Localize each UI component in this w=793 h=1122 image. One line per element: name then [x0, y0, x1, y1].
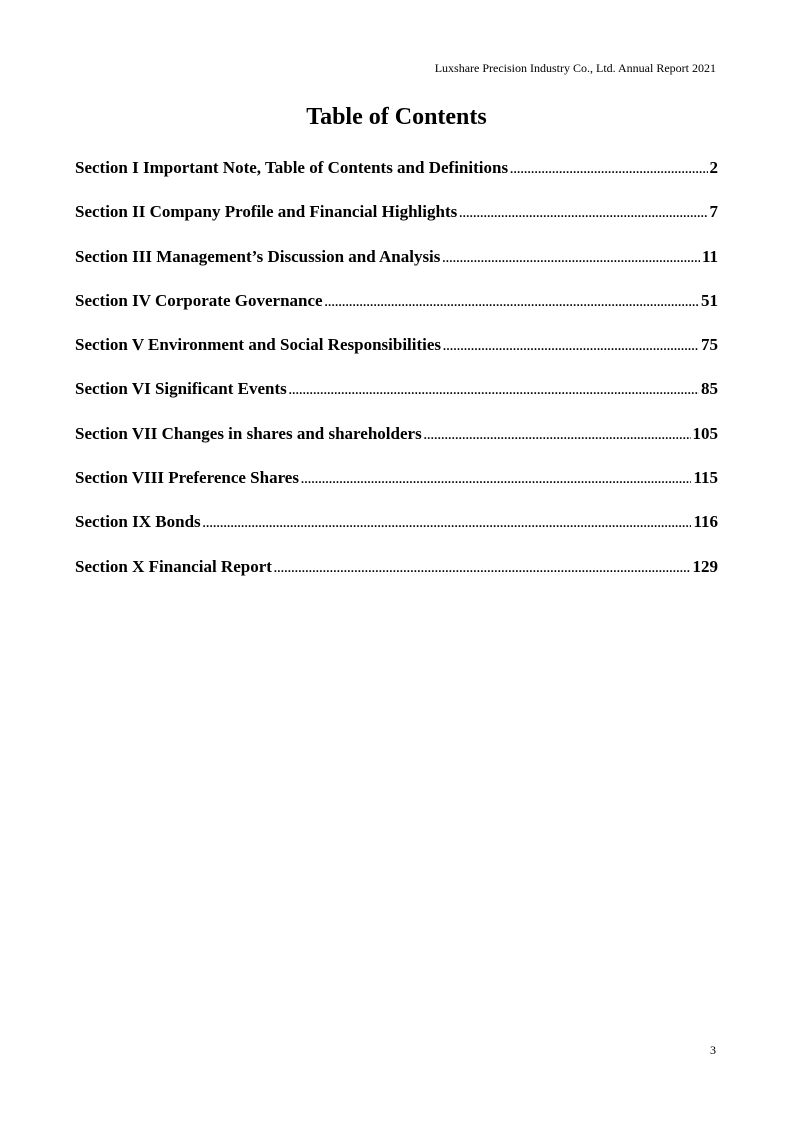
toc-entry-section-9[interactable] [75, 510, 718, 554]
dot-leader [442, 246, 700, 270]
toc-entry-page: 115 [693, 468, 718, 488]
toc-entry-page: 51 [701, 290, 718, 310]
table-of-contents [75, 156, 718, 599]
toc-entry-section-2[interactable] [75, 200, 718, 244]
toc-entry-label: Section IV Corporate Governance [75, 290, 323, 310]
toc-entry-label: Section VI Significant Events [75, 379, 287, 399]
toc-entry-label: Section VII Changes in shares and shareholders [75, 423, 422, 443]
dot-leader [325, 290, 699, 314]
toc-entry-section-7[interactable] [75, 422, 718, 466]
toc-entry-page: 85 [701, 379, 718, 399]
toc-entry-page: 129 [692, 556, 718, 576]
toc-entry-page: 105 [692, 423, 718, 443]
toc-entry-section-4[interactable] [75, 289, 718, 333]
toc-entry-page: 7 [709, 202, 718, 222]
dot-leader [510, 157, 707, 181]
toc-entry-page: 2 [709, 158, 718, 177]
toc-entry-label: Section III Management’s Discussion and Analysis [75, 246, 441, 266]
toc-entry-label: Section IX Bonds [75, 512, 201, 532]
toc-entry-page: 116 [693, 512, 718, 532]
dot-leader [289, 378, 699, 402]
page-number: 3 [710, 1043, 716, 1057]
dot-leader [424, 423, 691, 447]
toc-entry-label: Section I Important Note, Table of Contents and Definitions [75, 158, 509, 177]
toc-entry-label: Section V Environment and Social Responsibilities [75, 335, 442, 355]
dot-leader [301, 467, 691, 491]
toc-entry-section-8[interactable] [75, 466, 718, 510]
toc-entry-section-6[interactable] [75, 377, 718, 421]
dot-leader [443, 334, 699, 358]
dot-leader [274, 556, 691, 580]
dot-leader [459, 201, 707, 225]
toc-entry-label: Section II Company Profile and Financial Highlights [75, 202, 458, 222]
toc-entry-section-3[interactable] [75, 245, 718, 289]
toc-entry-section-10[interactable] [75, 555, 718, 599]
toc-entry-label: Section X Financial Report [75, 556, 272, 576]
dot-leader [203, 511, 692, 535]
page-title: Table of Contents [306, 104, 487, 130]
toc-entry-section-1[interactable] [75, 156, 718, 200]
toc-entry-page: 11 [701, 246, 718, 266]
running-header: Luxshare Precision Industry Co., Ltd. Annual Report 2021 [434, 61, 716, 75]
toc-entry-page: 75 [701, 335, 718, 355]
toc-entry-label: Section VIII Preference Shares [75, 468, 299, 488]
toc-entry-section-5[interactable] [75, 333, 718, 377]
